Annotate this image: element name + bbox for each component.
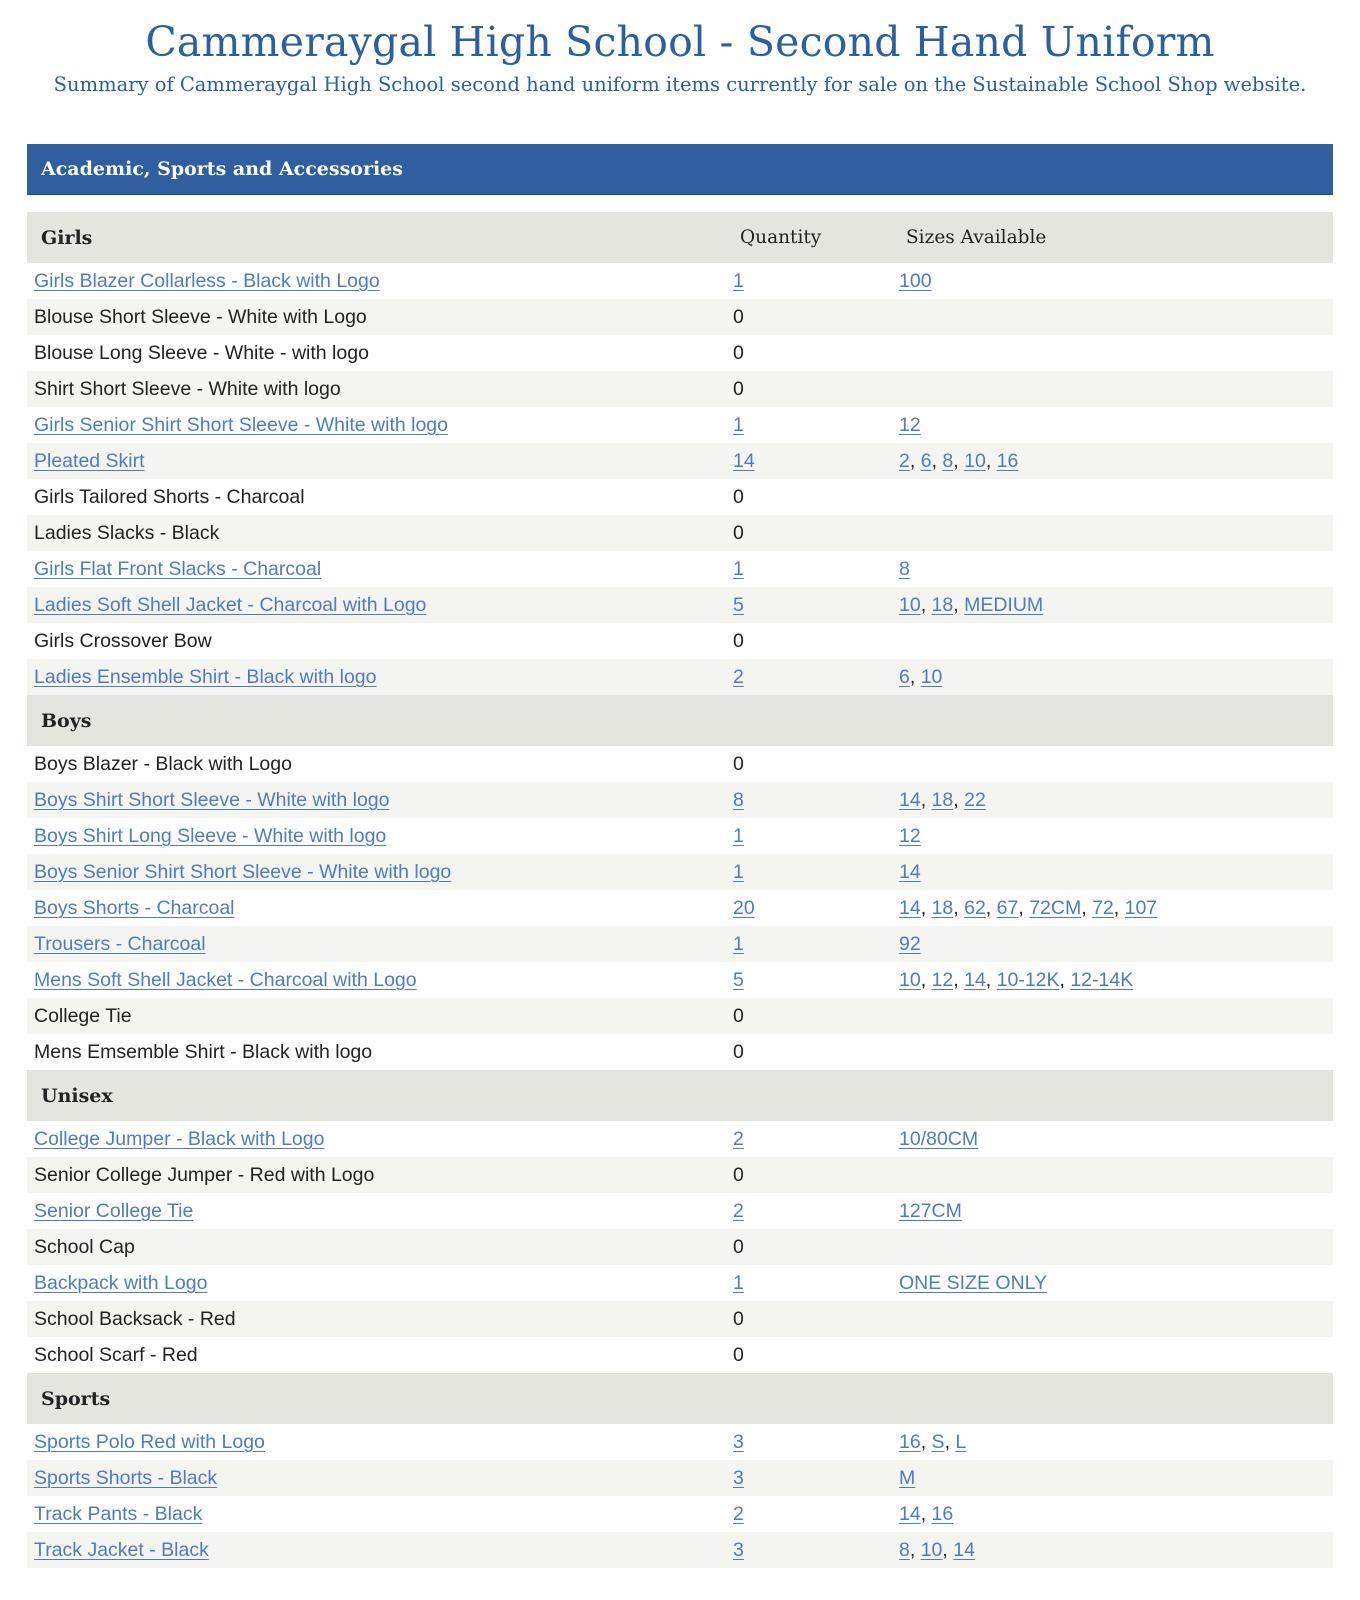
quantity-value: 0 <box>733 485 744 508</box>
quantity-cell <box>733 450 899 473</box>
item-cell <box>27 594 733 617</box>
group-header-sports <box>27 1373 1333 1424</box>
size-link[interactable]: ONE SIZE ONLY <box>899 1271 1048 1294</box>
quantity-cell <box>733 861 899 884</box>
table-row <box>27 1193 1333 1229</box>
table-row <box>27 623 1333 659</box>
item-cell <box>27 666 733 689</box>
quantity-value: 0 <box>733 752 744 775</box>
table-row <box>27 1265 1333 1301</box>
item-cell <box>27 1503 733 1526</box>
table-row <box>27 782 1333 818</box>
item-link[interactable]: Sports Polo Red with Logo <box>34 1430 265 1453</box>
size-link[interactable]: 10 <box>920 665 943 688</box>
item-link[interactable]: Girls Blazer Collarless - Black with Logo <box>34 269 380 292</box>
quantity-cell <box>733 630 899 653</box>
quantity-link[interactable]: 5 <box>733 968 744 991</box>
size-separator: , <box>909 1538 921 1561</box>
quantity-value: 0 <box>733 305 744 328</box>
quantity-value: 0 <box>733 1163 744 1186</box>
item-cell <box>27 1431 733 1454</box>
table-row <box>27 890 1333 926</box>
table-row <box>27 1496 1333 1532</box>
table-row <box>27 1229 1333 1265</box>
size-link[interactable]: 8 <box>899 557 910 580</box>
quantity-link[interactable]: 8 <box>733 788 744 811</box>
size-link[interactable]: 12-14K <box>1070 968 1134 991</box>
quantity-cell <box>733 1128 899 1151</box>
size-link[interactable]: M <box>899 1466 916 1489</box>
table-row <box>27 1034 1333 1070</box>
item-cell <box>27 1344 733 1367</box>
item-cell <box>27 1467 733 1490</box>
item-cell <box>27 306 733 329</box>
quantity-link[interactable]: 1 <box>733 269 744 292</box>
table-row <box>27 479 1333 515</box>
quantity-cell <box>733 1164 899 1187</box>
item-cell <box>27 861 733 884</box>
item-link[interactable]: Backpack with Logo <box>34 1271 208 1294</box>
size-link[interactable]: 6 <box>899 665 910 688</box>
item-link[interactable]: Pleated Skirt <box>34 449 145 472</box>
size-link[interactable]: 14 <box>964 968 986 991</box>
quantity-cell <box>733 1041 899 1064</box>
item-link[interactable]: Ladies Ensemble Shirt - Black with logo <box>34 665 377 688</box>
size-separator: , <box>953 449 965 472</box>
quantity-cell <box>733 933 899 956</box>
item-name: School Cap <box>34 1235 135 1258</box>
size-separator: , <box>909 665 921 688</box>
table-row <box>27 587 1333 623</box>
item-name: Ladies Slacks - Black <box>34 521 220 544</box>
quantity-cell <box>733 666 899 689</box>
table-row <box>27 818 1333 854</box>
sizes-cell <box>899 666 1333 689</box>
size-link[interactable]: 10-12K <box>996 968 1060 991</box>
item-link[interactable]: Ladies Soft Shell Jacket - Charcoal with Logo <box>34 593 427 616</box>
quantity-link[interactable]: 1 <box>733 824 744 847</box>
size-separator: , <box>985 449 997 472</box>
sizes-column-header: Sizes Available <box>906 227 1047 248</box>
table-row <box>27 746 1333 782</box>
item-link[interactable]: Trousers - Charcoal <box>34 932 206 955</box>
quantity-cell <box>733 825 899 848</box>
size-link[interactable]: 10 <box>964 449 986 472</box>
size-separator: , <box>985 968 997 991</box>
size-link[interactable]: 100 <box>899 269 932 292</box>
sizes-cell <box>899 1503 1333 1526</box>
item-name: College Tie <box>34 1004 132 1027</box>
item-cell <box>27 1128 733 1151</box>
item-link[interactable]: Boys Shorts - Charcoal <box>34 896 235 919</box>
size-separator: , <box>931 449 943 472</box>
item-link[interactable]: Boys Senior Shirt Short Sleeve - White with logo <box>34 860 452 883</box>
size-link[interactable]: 14 <box>899 1502 921 1525</box>
quantity-cell <box>733 558 899 581</box>
item-cell <box>27 630 733 653</box>
group-header-girls <box>27 212 1333 263</box>
size-link[interactable]: S <box>931 1430 945 1453</box>
size-separator: , <box>920 788 932 811</box>
size-separator: , <box>920 896 932 919</box>
size-separator: , <box>953 968 965 991</box>
size-link[interactable]: 16 <box>899 1430 921 1453</box>
table-row <box>27 659 1333 695</box>
size-link[interactable]: 67 <box>996 896 1019 919</box>
quantity-cell <box>733 897 899 920</box>
quantity-link[interactable]: 3 <box>733 1466 744 1489</box>
item-cell <box>27 933 733 956</box>
item-link[interactable]: Girls Flat Front Slacks - Charcoal <box>34 557 322 580</box>
size-link[interactable]: 10 <box>920 1538 943 1561</box>
item-link[interactable]: Senior College Tie <box>34 1199 194 1222</box>
quantity-link[interactable]: 5 <box>733 593 744 616</box>
table-row <box>27 1424 1333 1460</box>
item-link[interactable]: Track Pants - Black <box>34 1502 203 1525</box>
size-link[interactable]: 14 <box>899 896 921 919</box>
sizes-cell <box>899 558 1333 581</box>
item-cell <box>27 1272 733 1295</box>
sizes-cell <box>899 897 1333 920</box>
quantity-cell <box>733 1308 899 1331</box>
item-cell <box>27 342 733 365</box>
size-link[interactable]: 22 <box>964 788 986 811</box>
sizes-cell <box>899 1539 1333 1562</box>
size-separator: , <box>944 1430 956 1453</box>
item-cell <box>27 1308 733 1331</box>
size-link[interactable]: 18 <box>931 896 954 919</box>
quantity-link[interactable]: 1 <box>733 1271 744 1294</box>
size-link[interactable]: 16 <box>931 1502 954 1525</box>
sizes-cell <box>899 933 1333 956</box>
item-name: School Scarf - Red <box>34 1343 198 1366</box>
table-row <box>27 962 1333 998</box>
size-link[interactable]: 2 <box>899 449 910 472</box>
sizes-cell <box>899 594 1333 617</box>
sizes-cell <box>899 789 1333 812</box>
item-cell <box>27 1236 733 1259</box>
size-link[interactable]: 10/80CM <box>899 1127 979 1150</box>
table-row <box>27 299 1333 335</box>
item-cell <box>27 753 733 776</box>
table-row <box>27 335 1333 371</box>
item-cell <box>27 414 733 437</box>
quantity-link[interactable]: 2 <box>733 665 744 688</box>
quantity-cell <box>733 1539 899 1562</box>
quantity-cell <box>733 1272 899 1295</box>
quantity-cell <box>733 1200 899 1223</box>
table-row <box>27 263 1333 299</box>
quantity-cell <box>733 522 899 545</box>
quantity-link[interactable]: 2 <box>733 1127 744 1150</box>
item-link[interactable]: Track Jacket - Black <box>34 1538 209 1561</box>
size-separator: , <box>1113 896 1125 919</box>
item-cell <box>27 1539 733 1562</box>
quantity-value: 0 <box>733 629 744 652</box>
quantity-value: 0 <box>733 1004 744 1027</box>
item-cell <box>27 825 733 848</box>
quantity-cell <box>733 1344 899 1367</box>
size-link[interactable]: 92 <box>899 932 921 955</box>
quantity-link[interactable]: 14 <box>733 449 755 472</box>
item-name: Girls Tailored Shorts - Charcoal <box>34 485 305 508</box>
size-separator: , <box>1018 896 1030 919</box>
size-separator: , <box>920 968 932 991</box>
size-link[interactable]: L <box>955 1430 967 1453</box>
item-cell <box>27 270 733 293</box>
table-row <box>27 443 1333 479</box>
item-cell <box>27 378 733 401</box>
item-name: Mens Emsemble Shirt - Black with logo <box>34 1040 373 1063</box>
sizes-cell <box>899 1128 1333 1151</box>
quantity-link[interactable]: 1 <box>733 932 744 955</box>
section-banner: Academic, Sports and Accessories <box>27 144 1333 195</box>
size-link[interactable]: MEDIUM <box>964 593 1044 616</box>
quantity-value: 0 <box>733 521 744 544</box>
size-separator: , <box>909 449 921 472</box>
item-cell <box>27 558 733 581</box>
group-header-boys <box>27 695 1333 746</box>
sizes-cell <box>899 414 1333 437</box>
quantity-value: 0 <box>733 377 744 400</box>
quantity-cell <box>733 1005 899 1028</box>
sizes-cell <box>899 1200 1333 1223</box>
quantity-cell <box>733 1467 899 1490</box>
quantity-cell <box>733 594 899 617</box>
item-cell <box>27 1005 733 1028</box>
size-link[interactable]: 8 <box>942 449 954 472</box>
size-link[interactable]: 127CM <box>899 1199 962 1222</box>
size-link[interactable]: 18 <box>931 788 954 811</box>
item-link[interactable]: Boys Shirt Short Sleeve - White with logo <box>34 788 390 811</box>
quantity-link[interactable]: 2 <box>733 1502 744 1525</box>
group-title: Sports <box>41 1387 111 1410</box>
table-row <box>27 515 1333 551</box>
item-link[interactable]: Mens Soft Shell Jacket - Charcoal with Logo <box>34 968 417 991</box>
sizes-cell <box>899 969 1333 992</box>
item-link[interactable]: Girls Senior Shirt Short Sleeve - White with logo <box>34 413 448 436</box>
size-separator: , <box>920 1430 932 1453</box>
table-row <box>27 407 1333 443</box>
quantity-link[interactable]: 1 <box>733 413 744 436</box>
item-link[interactable]: College Jumper - Black with Logo <box>34 1127 325 1150</box>
size-separator: , <box>942 1538 954 1561</box>
item-cell <box>27 1041 733 1064</box>
size-link[interactable]: 14 <box>953 1538 975 1561</box>
size-link[interactable]: 12 <box>899 413 921 436</box>
quantity-cell <box>733 753 899 776</box>
quantity-value: 0 <box>733 1040 744 1063</box>
item-name: School Backsack - Red <box>34 1307 236 1330</box>
quantity-cell <box>733 414 899 437</box>
size-link[interactable]: 18 <box>931 593 954 616</box>
item-cell <box>27 789 733 812</box>
quantity-cell <box>733 486 899 509</box>
item-name: Boys Blazer - Black with Logo <box>34 752 292 775</box>
size-separator: , <box>985 896 997 919</box>
quantity-cell <box>733 969 899 992</box>
table-row <box>27 926 1333 962</box>
quantity-column-header: Quantity <box>740 227 822 248</box>
sizes-cell <box>899 825 1333 848</box>
item-link[interactable]: Boys Shirt Long Sleeve - White with logo <box>34 824 387 847</box>
item-cell <box>27 486 733 509</box>
table-row <box>27 1337 1333 1373</box>
item-cell <box>27 522 733 545</box>
table-row <box>27 1121 1333 1157</box>
group-header-unisex <box>27 1070 1333 1121</box>
quantity-value: 0 <box>733 1307 744 1330</box>
quantity-link[interactable]: 2 <box>733 1199 744 1222</box>
sizes-cell <box>899 861 1333 884</box>
quantity-cell <box>733 342 899 365</box>
table-row <box>27 998 1333 1034</box>
quantity-cell <box>733 306 899 329</box>
quantity-link[interactable]: 3 <box>733 1430 744 1453</box>
item-cell <box>27 897 733 920</box>
sizes-cell <box>899 450 1333 473</box>
table-row <box>27 371 1333 407</box>
item-name: Senior College Jumper - Red with Logo <box>34 1163 375 1186</box>
item-name: Shirt Short Sleeve - White with logo <box>34 377 341 400</box>
quantity-cell <box>733 1431 899 1454</box>
sizes-cell <box>899 1272 1333 1295</box>
size-link[interactable]: 72CM <box>1029 896 1082 919</box>
size-link[interactable]: 16 <box>996 449 1019 472</box>
size-separator: , <box>920 593 932 616</box>
item-cell <box>27 1200 733 1223</box>
sizes-cell <box>899 1431 1333 1454</box>
size-separator: , <box>1081 896 1093 919</box>
table-row <box>27 1532 1333 1568</box>
size-link[interactable]: 6 <box>920 449 932 472</box>
group-title: Unisex <box>41 1084 113 1107</box>
size-separator: , <box>953 788 965 811</box>
quantity-cell <box>733 270 899 293</box>
size-link[interactable]: 14 <box>899 860 921 883</box>
group-title: Boys <box>41 709 92 732</box>
quantity-link[interactable]: 1 <box>733 557 744 580</box>
quantity-value: 0 <box>733 1235 744 1258</box>
size-separator: , <box>920 1502 932 1525</box>
size-separator: , <box>953 593 965 616</box>
item-cell <box>27 969 733 992</box>
size-link[interactable]: 10 <box>899 968 921 991</box>
page-title: Cammeraygal High School - Second Hand Uniform <box>145 18 1215 66</box>
item-name: Blouse Long Sleeve - White - with logo <box>34 341 369 364</box>
table-row <box>27 551 1333 587</box>
size-link[interactable]: 10 <box>899 593 921 616</box>
item-cell <box>27 1164 733 1187</box>
group-title: Girls <box>41 226 93 249</box>
uniform-table <box>27 212 1333 1568</box>
quantity-link[interactable]: 3 <box>733 1538 744 1561</box>
size-link[interactable]: 72 <box>1092 896 1114 919</box>
quantity-link[interactable]: 1 <box>733 860 744 883</box>
table-row <box>27 854 1333 890</box>
sizes-cell <box>899 270 1333 293</box>
table-row <box>27 1157 1333 1193</box>
page-subtitle: Summary of Cammeraygal High School second hand uniform items currently for sale on the Sustainable School Shop website. <box>53 73 1307 96</box>
quantity-cell <box>733 1503 899 1526</box>
size-link[interactable]: 62 <box>964 896 986 919</box>
quantity-value: 0 <box>733 341 744 364</box>
sizes-cell <box>899 1467 1333 1490</box>
quantity-cell <box>733 1236 899 1259</box>
size-link[interactable]: 107 <box>1124 896 1158 919</box>
item-name: Girls Crossover Bow <box>34 629 212 652</box>
table-row <box>27 1301 1333 1337</box>
table-row <box>27 1460 1333 1496</box>
item-cell <box>27 450 733 473</box>
size-separator: , <box>1059 968 1071 991</box>
size-link[interactable]: 8 <box>899 1538 910 1561</box>
quantity-cell <box>733 789 899 812</box>
size-separator: , <box>953 896 965 919</box>
size-link[interactable]: 12 <box>931 968 954 991</box>
size-link[interactable]: 14 <box>899 788 921 811</box>
quantity-value: 0 <box>733 1343 744 1366</box>
quantity-link[interactable]: 20 <box>733 896 755 919</box>
item-name: Blouse Short Sleeve - White with Logo <box>34 305 367 328</box>
size-link[interactable]: 12 <box>899 824 921 847</box>
item-link[interactable]: Sports Shorts - Black <box>34 1466 218 1489</box>
quantity-cell <box>733 378 899 401</box>
